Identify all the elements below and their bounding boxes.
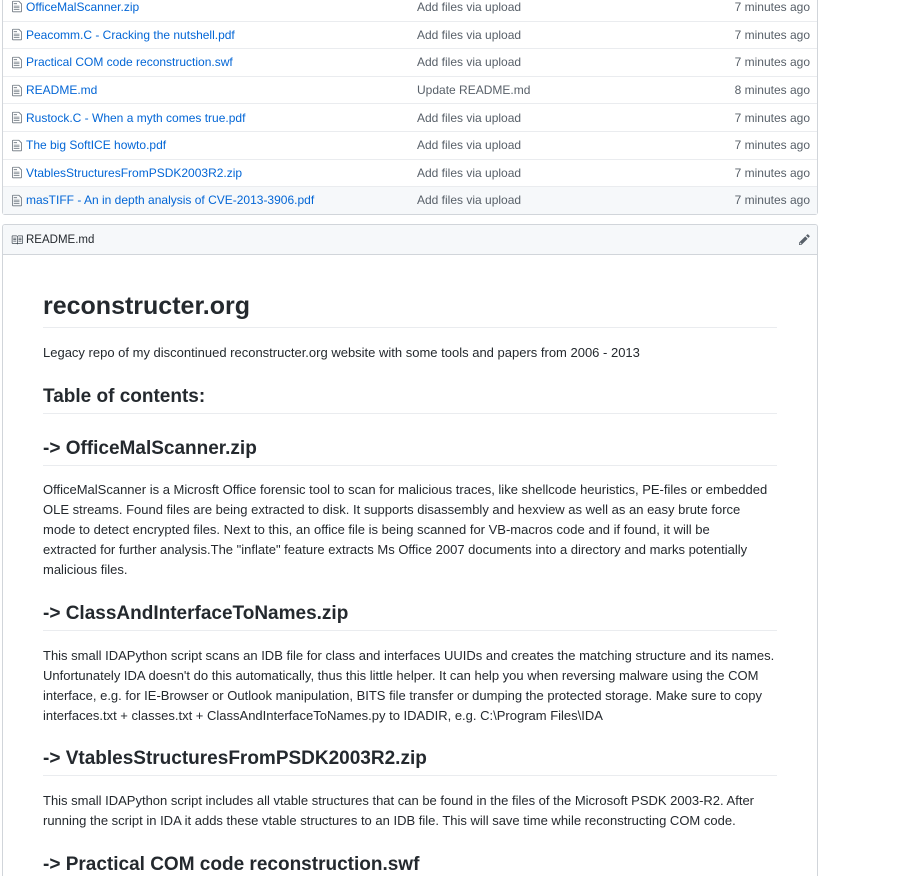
file-row-readme	[3, 76, 817, 104]
file-name-link[interactable]: OfficeMalScanner.zip	[26, 0, 140, 14]
commit-message-link[interactable]: Add files via upload	[417, 110, 522, 125]
paragraph-line: malicious files.	[43, 562, 128, 577]
paragraph-line: extracted for further analysis.The "inflate" feature extracts Ms Office 2007 documents into a directory and marks potentially	[43, 542, 748, 557]
readme-intro: Legacy repo of my discontinued reconstructer.org website with some tools and papers from 2006 - 2013	[43, 345, 640, 360]
pencil-icon[interactable]	[799, 225, 810, 254]
commit-message-link[interactable]: Add files via upload	[417, 138, 522, 153]
file-icon	[12, 22, 22, 49]
file-icon	[12, 0, 22, 21]
section-heading-practical-com: -> Practical COM code reconstruction.swf	[43, 852, 777, 876]
commit-age: 7 minutes ago	[734, 55, 810, 70]
commit-message-link[interactable]: Update README.md	[417, 83, 531, 98]
book-icon	[11, 225, 23, 254]
readme-title: reconstructer.org	[43, 289, 777, 328]
file-row-officemalscanner	[3, 0, 817, 21]
commit-message-link[interactable]: Add files via upload	[417, 55, 522, 70]
section-paragraph-classandinterface	[43, 646, 777, 726]
section-heading-officemalscanner: -> OfficeMalScanner.zip	[43, 436, 777, 466]
file-row-peacomm	[3, 21, 817, 49]
file-name-link[interactable]: README.md	[26, 83, 98, 98]
commit-message-link[interactable]: Add files via upload	[417, 193, 522, 208]
paragraph-line: OfficeMalScanner is a Microsft Office forensic tool to scan for malicious traces, like shellcode heuristics, PE-files or embedded	[43, 482, 768, 497]
commit-age: 7 minutes ago	[734, 138, 810, 153]
readme-header-title: README.md	[26, 233, 95, 246]
commit-message-link[interactable]: Add files via upload	[417, 27, 522, 42]
paragraph-line: mode to detect encrypted files. Next to this, an office file is being scanned for VB-macros code and if found, it will be	[43, 522, 710, 537]
paragraph-line: interface, e.g. for IE-Browser or Outlook manipulation, BITS file transfer or dumping the protected storage. Make sure to copy	[43, 688, 762, 703]
readme-header	[3, 225, 817, 255]
file-name-link[interactable]: Peacomm.C - Cracking the nutshell.pdf	[26, 27, 235, 42]
file-name-link[interactable]: masTIFF - An in depth analysis of CVE-2013-3906.pdf	[26, 193, 315, 208]
file-row-mastiff	[3, 186, 817, 214]
file-icon	[12, 132, 22, 159]
paragraph-line: OLE streams. Found files are being extracted to disk. It supports disassembly and hexview as well as an easy brute force	[43, 502, 741, 517]
file-name-link[interactable]: The big SoftICE howto.pdf	[26, 138, 167, 153]
paragraph-line: running the script in IDA it adds these vtable structures to an IDB file. This will save time while reconstructing COM code.	[43, 813, 736, 828]
readme-box	[2, 224, 818, 876]
file-icon	[12, 49, 22, 76]
file-icon	[12, 187, 22, 214]
section-heading-classandinterface: -> ClassAndInterfaceToNames.zip	[43, 601, 777, 631]
commit-age: 7 minutes ago	[734, 193, 810, 208]
paragraph-line: Unfortunately IDA doesn't do this automatically, thus this little helper. It can help you when reversing malware using the COM	[43, 668, 759, 683]
commit-message-link[interactable]: Add files via upload	[417, 0, 522, 14]
file-name-link[interactable]: Rustock.C - When a myth comes true.pdf	[26, 110, 246, 125]
commit-message-link[interactable]: Add files via upload	[417, 165, 522, 180]
file-row-rustock	[3, 103, 817, 131]
commit-age: 7 minutes ago	[734, 110, 810, 125]
file-row-vtables	[3, 159, 817, 187]
paragraph-line: This small IDAPython script includes all vtable structures that can be found in the files of the Microsoft PSDK 2003-R2. After	[43, 793, 755, 808]
file-row-practical-com	[3, 48, 817, 76]
section-paragraph-officemalscanner	[43, 480, 777, 580]
file-icon	[12, 77, 22, 104]
paragraph-line: This small IDAPython script scans an IDB file for class and interfaces UUIDs and creates the matching structure and its names.	[43, 648, 775, 663]
section-paragraph-vtables	[43, 791, 777, 831]
toc-heading: Table of contents:	[43, 384, 777, 414]
file-icon	[12, 104, 22, 131]
commit-age: 7 minutes ago	[734, 0, 810, 14]
file-icon	[12, 160, 22, 187]
file-name-link[interactable]: Practical COM code reconstruction.swf	[26, 55, 233, 70]
commit-age: 7 minutes ago	[734, 27, 810, 42]
file-name-link[interactable]: VtablesStructuresFromPSDK2003R2.zip	[26, 165, 243, 180]
file-list	[2, 0, 818, 215]
section-heading-vtables: -> VtablesStructuresFromPSDK2003R2.zip	[43, 746, 777, 776]
paragraph-line: interfaces.txt + classes.txt + ClassAndInterfaceToNames.py to IDADIR, e.g. C:\Program Files\IDA	[43, 708, 603, 723]
commit-age: 8 minutes ago	[734, 83, 810, 98]
commit-age: 7 minutes ago	[734, 165, 810, 180]
file-row-softice	[3, 131, 817, 159]
readme-content	[3, 255, 817, 876]
